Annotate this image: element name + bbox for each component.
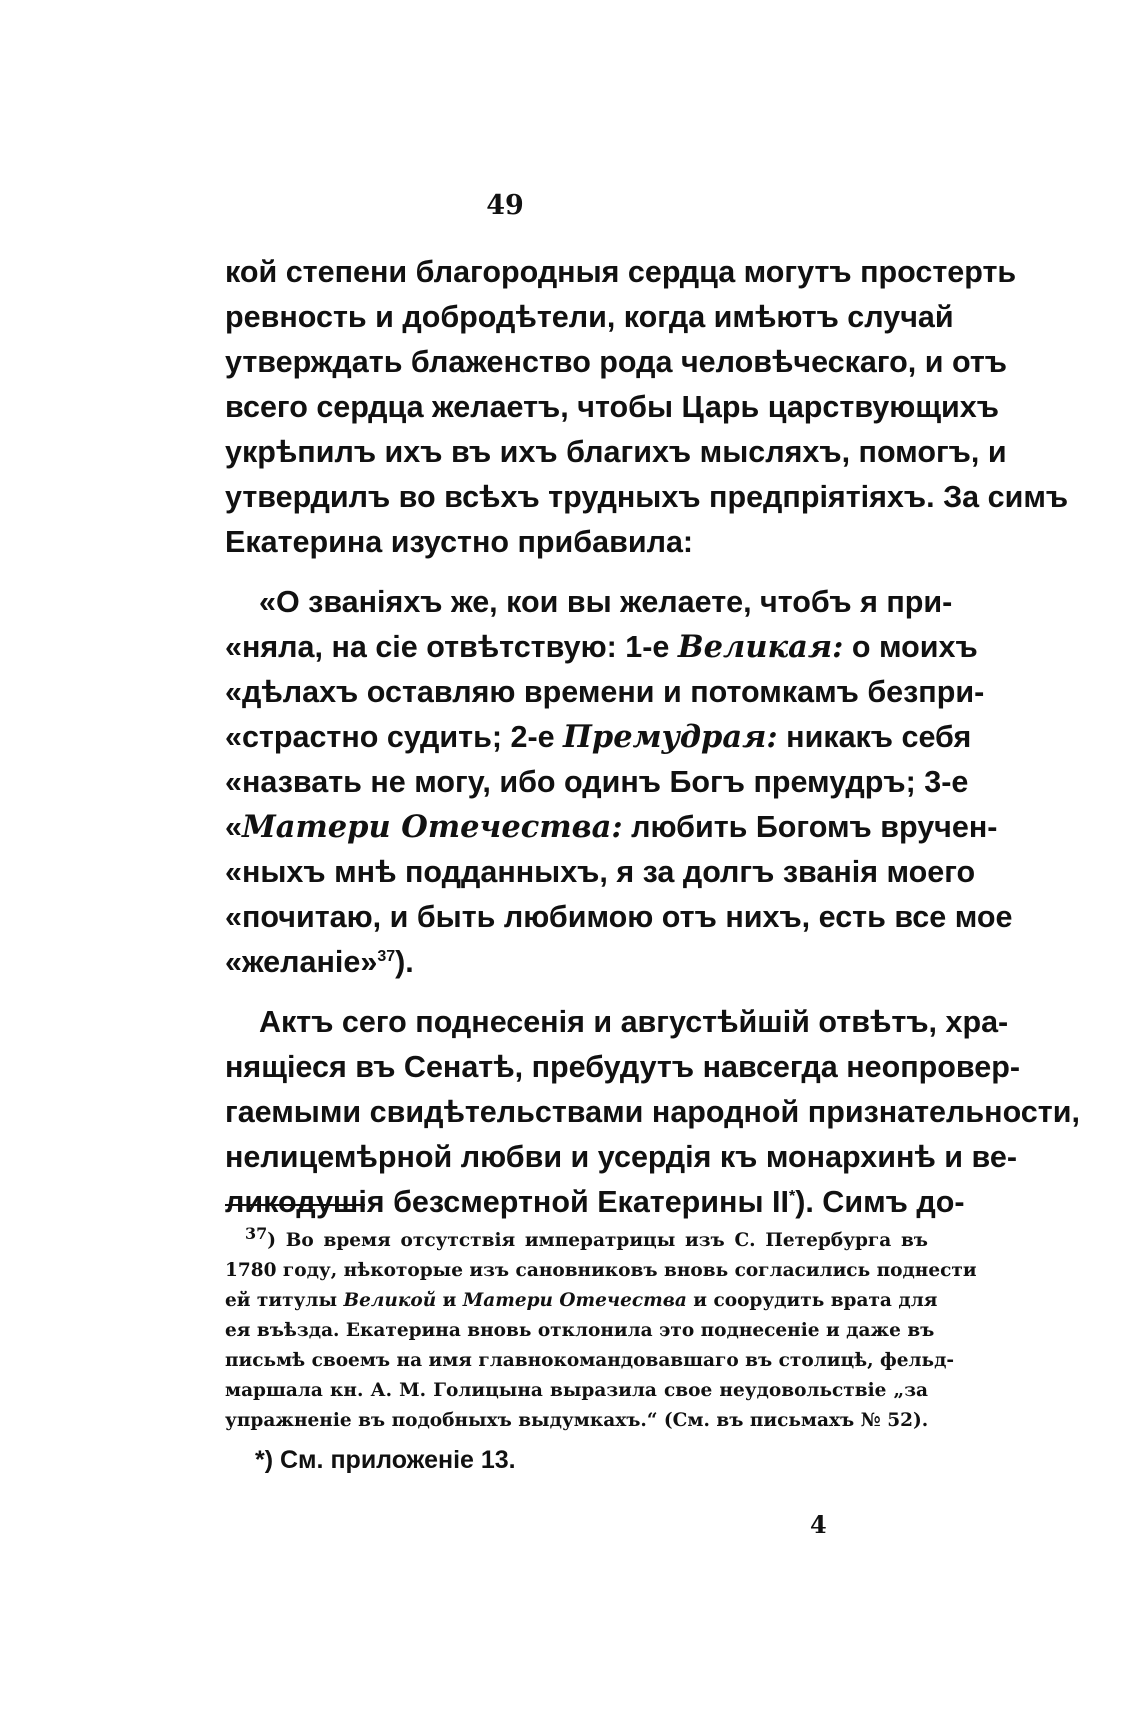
text-line: ревность и добродѣтели, когда имѣютъ случай	[225, 300, 954, 334]
text-line: утвердилъ во всѣхъ трудныхъ предпріятіяхъ. За симъ	[225, 480, 1069, 514]
footnote-line: 37) Во время отсутствія императрицы изъ С. Петербурга въ	[245, 1223, 928, 1251]
text-line: Екатерина изустно прибавила:	[225, 525, 694, 559]
footnote-star: *) См. приложеніе 13.	[255, 1446, 516, 1474]
footnote-37	[225, 1223, 977, 1436]
footnote-line: ея въѣзда. Екатерина вновь отклонила это поднесеніе и даже въ	[225, 1320, 935, 1341]
footnote-marker: 37	[245, 1223, 268, 1243]
text-line: всего сердца желаетъ, чтобы Царь царствующихъ	[225, 390, 999, 424]
quote-line: «няла, на сіе отвѣтствую: 1-е Великая: о моихъ	[225, 629, 978, 665]
quote-line: «дѣлахъ оставляю времени и потомкамъ безпри-	[225, 675, 985, 709]
text-line: укрѣпилъ ихъ въ ихъ благихъ мысляхъ, помогъ, и	[225, 435, 1007, 469]
footnote-line: 1780 году, нѣкоторые изъ сановниковъ вновь согласились поднести	[225, 1260, 977, 1281]
page-number: 49	[486, 190, 524, 221]
main-text	[225, 250, 1080, 1225]
footnote-divider	[225, 1204, 365, 1206]
text-line: нелицемѣрной любви и усердія къ монархинѣ и ве-	[225, 1140, 1017, 1174]
quote-line: «страстно судить; 2-е Премудрая: никакъ себя	[225, 719, 972, 755]
footnote-line: ей титулы Великой и Матери Отечества и соорудить врата для	[225, 1290, 938, 1311]
quote-line: «ныхъ мнѣ подданныхъ, я за долгъ званія моего	[225, 855, 976, 889]
footnote-ref: 37	[377, 947, 396, 965]
footnote-line: упражненіе въ подобныхъ выдумкахъ.“ (См. въ письмахъ № 52).	[225, 1410, 929, 1431]
signature-mark: 4	[810, 1510, 827, 1539]
quote-line: «почитаю, и быть любимою отъ нихъ, есть все мое	[225, 900, 1013, 934]
text-line: гаемыми свидѣтельствами народной признательности,	[225, 1095, 1080, 1129]
quote-line: «желаніе»$^{37}$).	[225, 945, 414, 979]
quote-line: «назвать не могу, ибо одинъ Богъ премудръ; 3-е	[225, 765, 969, 799]
footnote-line: письмѣ своемъ на имя главнокомандовавшаго въ столицѣ, фельд-	[225, 1350, 955, 1371]
quote-line: «Матери Отечества: любить Богомъ вручен-	[225, 809, 998, 845]
text-line: утверждать блаженство рода человѣческаго, и отъ	[225, 345, 1008, 379]
quote-line: «О званіяхъ же, кои вы желаете, чтобъ я при-	[259, 585, 953, 619]
text-line: кой степени благородныя сердца могутъ простерть	[225, 255, 1017, 289]
footnote-line: маршала кн. А. М. Голицына выразила свое неудовольствіе „за	[225, 1380, 928, 1401]
text-line: нящіеся въ Сенатѣ, пребудутъ навсегда неопровер-	[225, 1050, 1021, 1084]
text-line: Актъ сего поднесенія и августѣйшій отвѣтъ, хра-	[259, 1005, 1009, 1039]
text-line: ликодушія безсмертной Екатерины II*). Симъ до-	[225, 1185, 965, 1219]
footnote-marker: *	[255, 1446, 265, 1474]
footnote-ref: *	[788, 1187, 796, 1205]
